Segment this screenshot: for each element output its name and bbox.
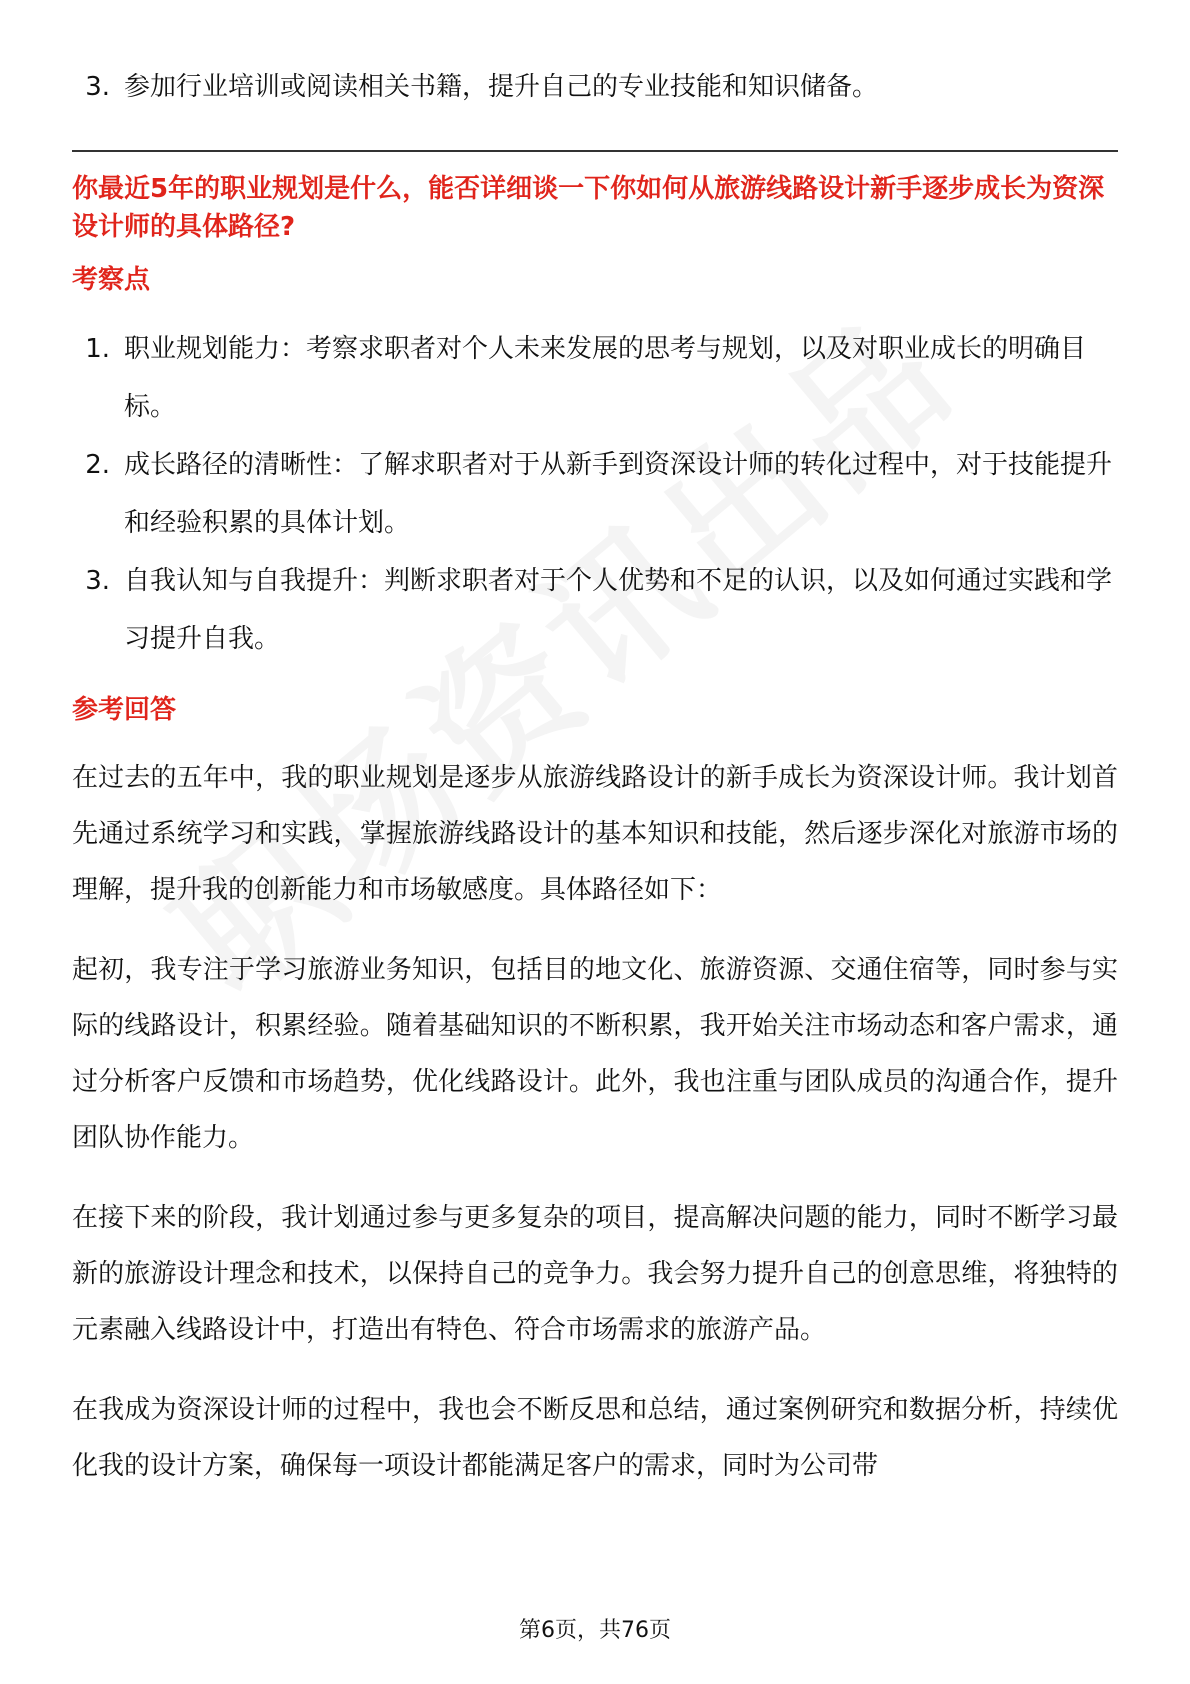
list-item-text: 参加行业培训或阅读相关书籍，提升自己的专业技能和知识储备。 (124, 72, 879, 102)
answer-title: 参考回答 (72, 695, 177, 725)
list-item-text: 职业规划能力：考察求职者对个人未来发展的思考与规划，以及对职业成长的明确目标。 (124, 334, 1087, 422)
answer-paragraph: 在我成为资深设计师的过程中，我也会不断反思和总结，通过案例研究和数据分析，持续优化我的设计方案，确保每一项设计都能满足客户的需求，同时为公司带 (72, 1395, 1118, 1481)
section-divider (72, 150, 1118, 152)
points-title: 考察点 (72, 265, 151, 295)
page-content (72, 58, 1118, 1518)
answer-paragraph: 起初，我专注于学习旅游业务知识，包括目的地文化、旅游资源、交通住宿等，同时参与实际的线路设计，积累经验。随着基础知识的不断积累，我开始关注市场动态和客户需求，通过分析客户反馈和市场趋势，优化线路设计。此外，我也注重与团队成员的沟通合作，提升团队协作能力。 (72, 955, 1118, 1153)
list-item-text: 自我认知与自我提升：判断求职者对于个人优势和不足的认识，以及如何通过实践和学习提升自我。 (124, 566, 1113, 654)
list-item (72, 436, 1118, 552)
list-item-number: 1. (85, 334, 110, 364)
points-list (72, 320, 1118, 668)
list-item-number: 3. (85, 566, 110, 596)
list-item-text: 成长路径的清晰性：了解求职者对于从新手到资深设计师的转化过程中，对于技能提升和经验积累的具体计划。 (124, 450, 1113, 538)
list-item (72, 58, 1118, 116)
page-footer: 第6页，共76页 (519, 1618, 671, 1643)
answer-paragraph: 在接下来的阶段，我计划通过参与更多复杂的项目，提高解决问题的能力，同时不断学习最新的旅游设计理念和技术，以保持自己的竞争力。我会努力提升自己的创意思维，将独特的元素融入线路设计中，打造出有特色、符合市场需求的旅游产品。 (72, 1203, 1118, 1345)
list-item-number: 2. (85, 450, 110, 480)
list-item-number: 3. (85, 72, 110, 102)
list-item (72, 552, 1118, 668)
previous-list (72, 58, 1118, 116)
answer-paragraph: 在过去的五年中，我的职业规划是逐步从旅游线路设计的新手成长为资深设计师。我计划首先通过系统学习和实践，掌握旅游线路设计的基本知识和技能，然后逐步深化对旅游市场的理解，提升我的创新能力和市场敏感度。具体路径如下： (72, 763, 1118, 905)
list-item (72, 320, 1118, 436)
question-heading: 你最近5年的职业规划是什么，能否详细谈一下你如何从旅游线路设计新手逐步成长为资深设计师的具体路径? (72, 174, 1105, 242)
